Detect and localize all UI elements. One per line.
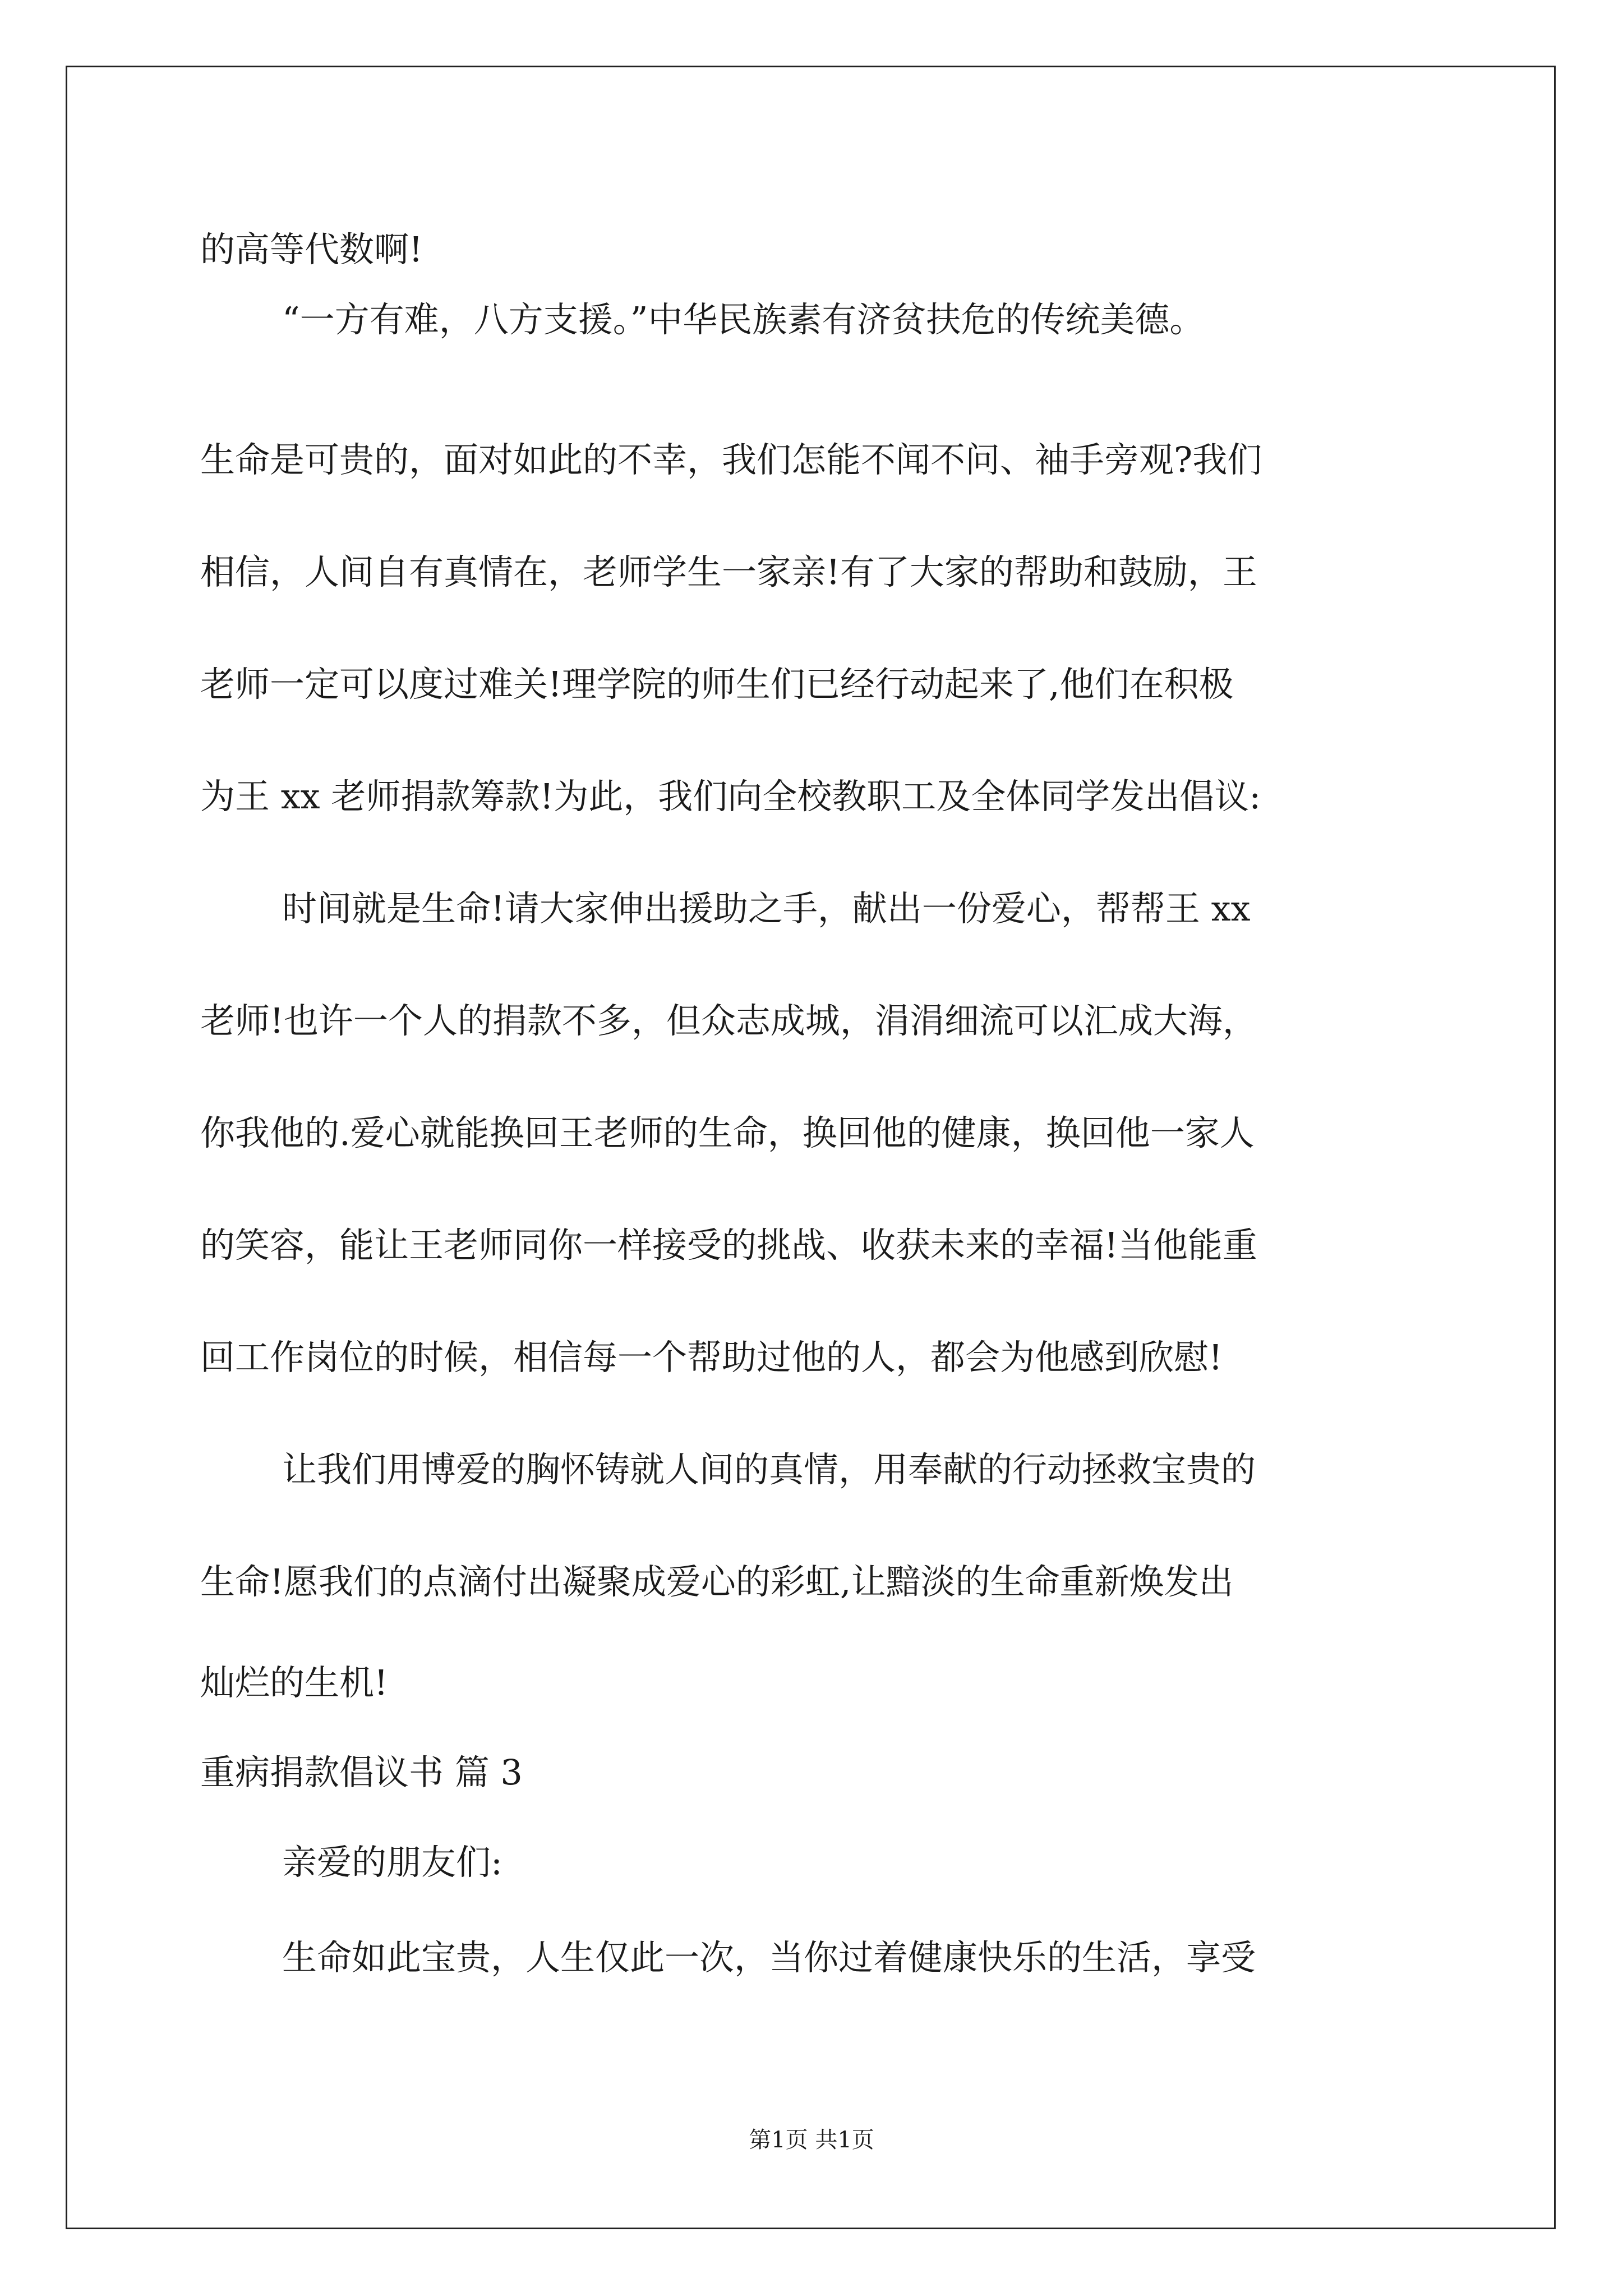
text-line: 回工作岗位的时候，相信每一个帮助过他的人，都会为他感到欣慰! [200, 1337, 1223, 1378]
section-heading: 重病捐款倡议书 篇 3 [200, 1752, 523, 1793]
text-line: 你我他的.爱心就能换回王老师的生命，换回他的健康，换回他一家人 [200, 1112, 1255, 1153]
paragraph-start-line: 让我们用博爱的胸怀铸就人间的真情，用奉献的行动拯救宝贵的 [282, 1449, 1256, 1490]
paragraph-start-line: 时间就是生命!请大家伸出援助之手，献出一份爱心，帮帮王 xx [282, 888, 1251, 929]
paragraph-start-line: “一方有难，八方支援。”中华民族素有济贫扶危的传统美德。 [282, 299, 1205, 340]
text-line: 生命!愿我们的点滴付出凝聚成爱心的彩虹,让黯淡的生命重新焕发出 [200, 1561, 1234, 1602]
text-line: 灿烂的生机! [200, 1662, 388, 1703]
text-line: 生命是可贵的，面对如此的不幸，我们怎能不闻不问、袖手旁观?我们 [200, 439, 1262, 480]
text-line: 的高等代数啊! [200, 229, 423, 270]
text-line: 老师!也许一个人的捐款不多，但众志成城，涓涓细流可以汇成大海， [200, 1000, 1257, 1041]
text-line: 的笑容，能让王老师同你一样接受的挑战、收获未来的幸福!当他能重 [200, 1225, 1257, 1266]
text-line: 相信，人间自有真情在，老师学生一家亲!有了大家的帮助和鼓励，王 [200, 551, 1257, 592]
text-line: 老师一定可以度过难关!理学院的师生们已经行动起来了,他们在积极 [200, 664, 1234, 705]
salutation-line: 亲爱的朋友们: [282, 1842, 502, 1883]
paragraph-start-line: 生命如此宝贵，人生仅此一次，当你过着健康快乐的生活，享受 [282, 1937, 1256, 1978]
text-line: 为王 xx 老师捐款筹款!为此，我们向全校教职工及全体同学发出倡议: [200, 776, 1261, 817]
page-number-footer: 第1页 共1页 [749, 2127, 874, 2153]
